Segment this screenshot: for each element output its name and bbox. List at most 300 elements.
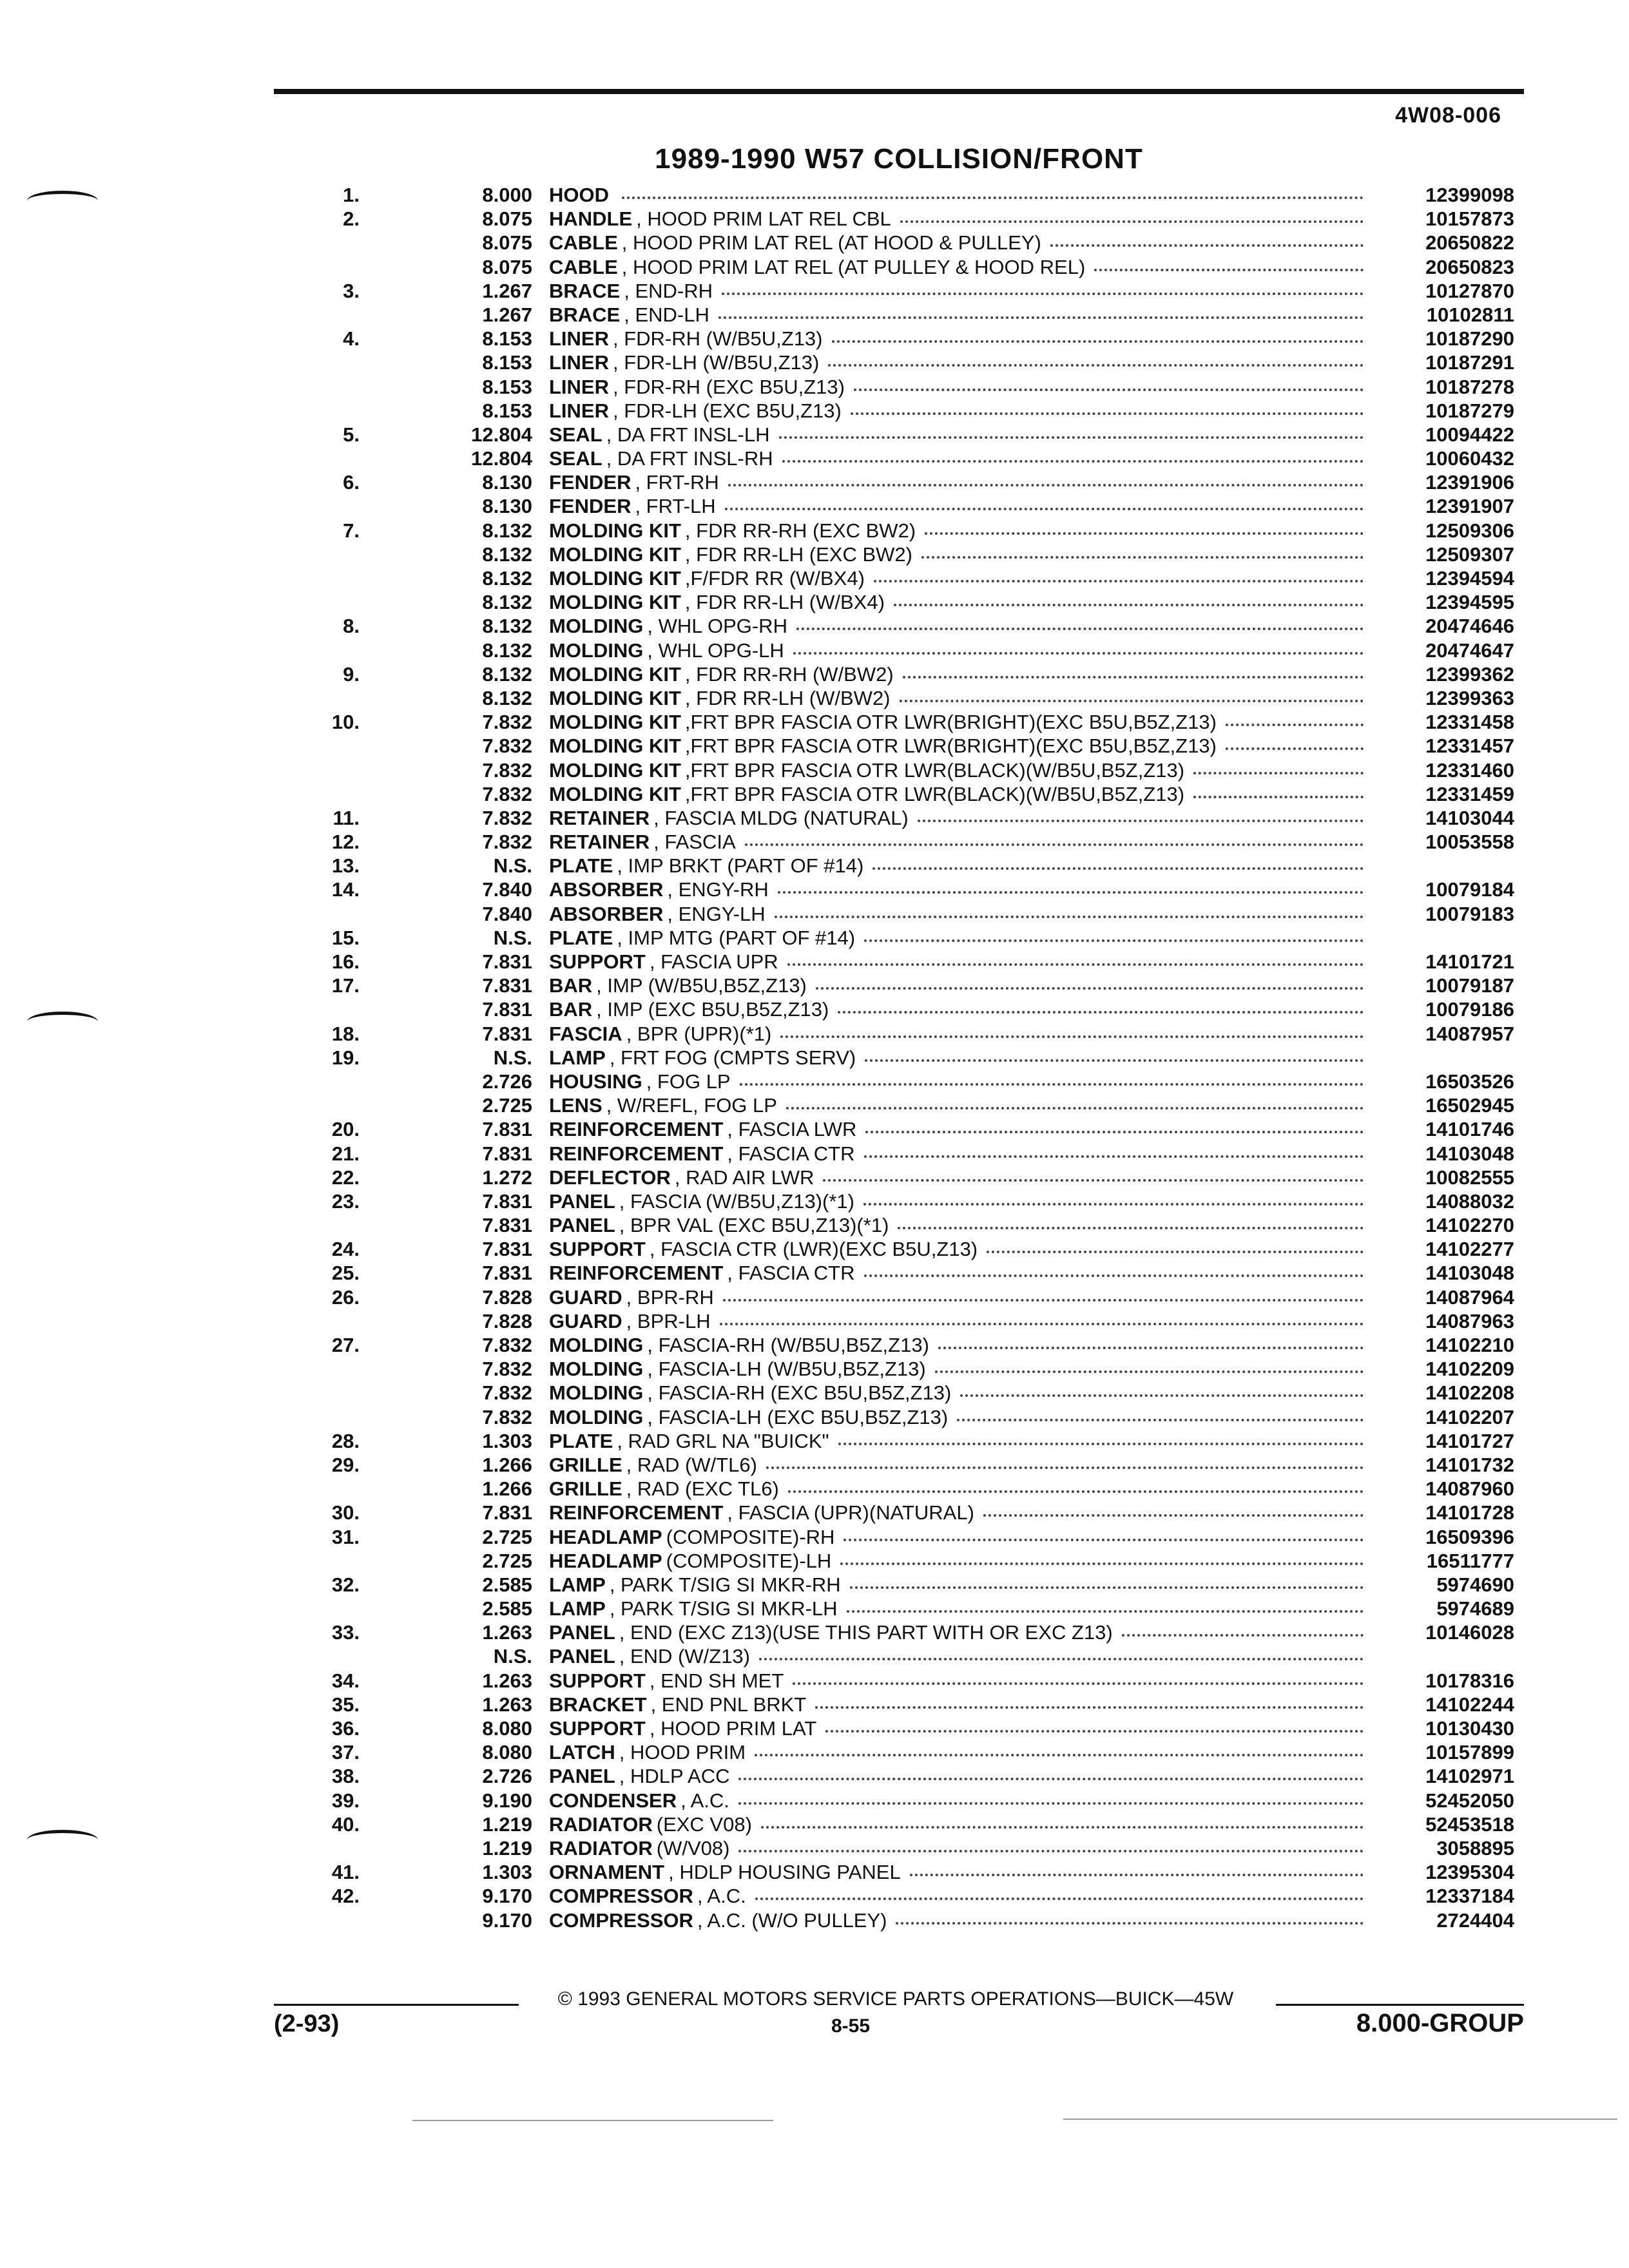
footer-date: (2-93) bbox=[274, 2010, 340, 2037]
part-number: 10102811 bbox=[1426, 303, 1514, 326]
part-name: SUPPORT bbox=[549, 1238, 646, 1261]
part-row bbox=[303, 1501, 1514, 1524]
part-name: MOLDING bbox=[549, 639, 644, 662]
part-number: 12509306 bbox=[1425, 519, 1514, 542]
group-number: 1.263 bbox=[482, 1621, 532, 1644]
part-row bbox=[303, 926, 1514, 950]
part-row bbox=[303, 494, 1514, 518]
part-name: LENS bbox=[549, 1094, 602, 1117]
part-description: , END-RH bbox=[624, 279, 713, 302]
group-number: N.S. bbox=[493, 926, 532, 949]
group-number: 1.263 bbox=[482, 1669, 532, 1692]
dot-leader bbox=[825, 1730, 1364, 1733]
part-number: 14103048 bbox=[1425, 1262, 1514, 1285]
part-name: HEADLAMP bbox=[549, 1525, 662, 1548]
dot-leader bbox=[1193, 796, 1364, 798]
ref-number: 20. bbox=[331, 1118, 360, 1141]
ref-number: 38. bbox=[331, 1765, 360, 1788]
dot-leader bbox=[755, 1754, 1364, 1756]
part-number: 12399098 bbox=[1425, 184, 1514, 206]
part-description: (EXC V08) bbox=[656, 1812, 752, 1836]
part-description: , FRT-RH bbox=[635, 471, 719, 494]
part-name: DEFLECTOR bbox=[549, 1166, 671, 1189]
part-number: 14101728 bbox=[1425, 1501, 1514, 1524]
part-description: , FASCIA-RH (EXC B5U,B5Z,Z13) bbox=[647, 1381, 952, 1405]
part-name: LINER bbox=[549, 351, 609, 374]
dot-leader bbox=[775, 916, 1364, 918]
part-description: , WHL OPG-LH bbox=[647, 639, 784, 662]
part-name: REINFORCEMENT bbox=[549, 1501, 724, 1524]
dot-leader bbox=[782, 460, 1364, 463]
group-number: 1.266 bbox=[482, 1477, 532, 1501]
dot-leader bbox=[872, 867, 1364, 870]
top-rule bbox=[274, 89, 1524, 94]
part-row bbox=[303, 1381, 1514, 1405]
part-description: , FDR-LH (W/B5U,Z13) bbox=[613, 351, 820, 374]
ref-number: 24. bbox=[331, 1238, 360, 1261]
part-row bbox=[303, 614, 1514, 638]
group-number: 7.831 bbox=[482, 1238, 532, 1261]
part-name: LINER bbox=[549, 327, 609, 351]
part-row bbox=[303, 1429, 1514, 1453]
part-name: BAR bbox=[549, 974, 593, 997]
part-number: 3058895 bbox=[1436, 1836, 1514, 1860]
part-name: GRILLE bbox=[549, 1453, 622, 1476]
ref-number: 6. bbox=[343, 471, 360, 494]
part-name: BRACE bbox=[549, 303, 621, 326]
group-number: 8.132 bbox=[482, 591, 532, 614]
part-description: , W/REFL, FOG LP bbox=[606, 1094, 777, 1117]
group-number: 8.132 bbox=[482, 639, 532, 662]
dot-leader bbox=[1050, 244, 1364, 247]
part-row bbox=[303, 303, 1514, 327]
dot-leader bbox=[925, 532, 1364, 535]
dot-leader bbox=[728, 484, 1364, 486]
dot-leader bbox=[1226, 747, 1364, 750]
part-number: 12331457 bbox=[1425, 735, 1514, 758]
dot-leader bbox=[816, 987, 1364, 990]
ref-number: 32. bbox=[331, 1573, 360, 1596]
part-name: BRACKET bbox=[549, 1693, 647, 1716]
part-description: , FDR-RH (W/B5U,Z13) bbox=[613, 327, 823, 351]
ref-number: 41. bbox=[331, 1861, 360, 1884]
part-number: 14102270 bbox=[1425, 1214, 1514, 1237]
dot-leader bbox=[828, 364, 1364, 367]
footer-rule-left bbox=[274, 2004, 519, 2006]
group-number: 7.832 bbox=[482, 1334, 532, 1356]
part-name: PANEL bbox=[549, 1765, 615, 1788]
part-name: MOLDING KIT bbox=[549, 591, 681, 614]
dot-leader bbox=[823, 1179, 1364, 1182]
part-number: 14102277 bbox=[1425, 1238, 1514, 1261]
part-number: 10178316 bbox=[1425, 1669, 1514, 1692]
dot-leader bbox=[787, 963, 1364, 966]
part-name: SUPPORT bbox=[549, 1669, 646, 1692]
part-number: 10187278 bbox=[1425, 375, 1514, 398]
part-number: 16509396 bbox=[1425, 1525, 1514, 1548]
part-name: CABLE bbox=[549, 231, 618, 255]
dot-leader bbox=[793, 1682, 1364, 1685]
part-name: PLATE bbox=[549, 926, 613, 949]
part-row bbox=[303, 1740, 1514, 1764]
part-description: , BPR (UPR)(*1) bbox=[626, 1022, 772, 1045]
part-name: PLATE bbox=[549, 1429, 613, 1452]
group-number: 2.725 bbox=[482, 1549, 532, 1572]
part-name: MOLDING bbox=[549, 1358, 644, 1381]
ref-number: 37. bbox=[331, 1741, 360, 1764]
group-number: 7.831 bbox=[482, 1214, 532, 1237]
part-number: 12395304 bbox=[1425, 1861, 1514, 1884]
part-description: , ENGY-RH bbox=[667, 878, 769, 901]
group-number: 2.585 bbox=[482, 1597, 532, 1620]
dot-leader bbox=[921, 556, 1364, 559]
part-description: , FRT-LH bbox=[635, 495, 716, 518]
dot-leader bbox=[755, 1898, 1364, 1900]
dot-leader bbox=[622, 197, 1364, 199]
group-number: 7.832 bbox=[482, 1358, 532, 1381]
dot-leader bbox=[938, 1347, 1364, 1349]
group-number: 7.832 bbox=[482, 711, 532, 734]
footer-rule-right bbox=[1276, 2004, 1524, 2006]
ref-number: 34. bbox=[331, 1669, 360, 1692]
group-number: 2.726 bbox=[482, 1070, 532, 1093]
part-description: , DA FRT INSL-LH bbox=[606, 423, 770, 446]
part-description: , FASCIA-LH (W/B5U,B5Z,Z13) bbox=[647, 1358, 926, 1381]
part-number: 10157899 bbox=[1425, 1741, 1514, 1764]
group-number: 7.831 bbox=[482, 1142, 532, 1165]
part-name: MOLDING KIT bbox=[549, 686, 681, 709]
part-description: , FASCIA CTR bbox=[727, 1142, 855, 1165]
part-description: , FDR-RH (EXC B5U,Z13) bbox=[613, 375, 845, 398]
part-description: , FASCIA CTR bbox=[727, 1262, 855, 1285]
part-description: , FASCIA-LH (EXC B5U,B5Z,Z13) bbox=[647, 1405, 949, 1428]
group-number: 8.153 bbox=[482, 399, 532, 422]
part-row bbox=[303, 423, 1514, 447]
group-number: 8.130 bbox=[482, 495, 532, 518]
scan-artifact-line bbox=[412, 2120, 773, 2121]
part-row bbox=[303, 279, 1514, 303]
group-number: 8.075 bbox=[482, 207, 532, 231]
part-description: , FDR RR-RH (EXC BW2) bbox=[684, 519, 916, 542]
part-description: , IMP (W/B5U,B5Z,Z13) bbox=[596, 974, 807, 997]
part-number: 10127870 bbox=[1425, 279, 1514, 302]
ref-number: 16. bbox=[331, 950, 360, 973]
part-description: , WHL OPG-RH bbox=[647, 615, 787, 638]
group-number: 7.831 bbox=[482, 1262, 532, 1285]
part-row bbox=[303, 1860, 1514, 1884]
part-description: , FDR-LH (EXC B5U,Z13) bbox=[613, 399, 842, 422]
dot-leader bbox=[796, 628, 1364, 630]
group-number: 8.153 bbox=[482, 351, 532, 374]
group-number: 7.831 bbox=[482, 1022, 532, 1045]
part-name: SUPPORT bbox=[549, 950, 646, 973]
part-row bbox=[303, 231, 1514, 255]
dot-leader bbox=[864, 1155, 1364, 1158]
ref-number: 4. bbox=[343, 327, 360, 351]
part-name: MOLDING KIT bbox=[549, 567, 681, 590]
part-name: RADIATOR bbox=[549, 1812, 653, 1836]
part-row bbox=[303, 590, 1514, 614]
part-row bbox=[303, 639, 1514, 662]
part-description: (COMPOSITE)-RH bbox=[666, 1525, 835, 1548]
part-name: ORNAMENT bbox=[549, 1861, 665, 1884]
part-name: LAMP bbox=[549, 1573, 606, 1596]
dot-leader bbox=[838, 1443, 1364, 1445]
dot-leader bbox=[718, 316, 1364, 319]
group-number: 8.132 bbox=[482, 567, 532, 590]
part-number: 14087960 bbox=[1425, 1477, 1514, 1501]
part-description: , FASCIA bbox=[653, 831, 736, 854]
part-description: , FASCIA MLDG (NATURAL) bbox=[653, 806, 909, 829]
part-description: , FASCIA UPR bbox=[649, 950, 778, 973]
dot-leader bbox=[987, 1251, 1364, 1253]
part-name: CABLE bbox=[549, 255, 618, 278]
ref-number: 28. bbox=[331, 1429, 360, 1452]
dot-leader bbox=[898, 1227, 1364, 1229]
part-description: , IMP BRKT (PART OF #14) bbox=[617, 854, 864, 878]
part-row bbox=[303, 1117, 1514, 1141]
group-number: 8.075 bbox=[482, 255, 532, 278]
ref-number: 7. bbox=[343, 519, 360, 542]
part-number: 10187279 bbox=[1425, 399, 1514, 422]
group-number: 8.075 bbox=[482, 231, 532, 255]
part-name: MOLDING KIT bbox=[549, 735, 681, 758]
part-row bbox=[303, 950, 1514, 974]
part-number: 20474646 bbox=[1425, 615, 1514, 638]
part-number: 52452050 bbox=[1425, 1789, 1514, 1812]
part-description: , FOG LP bbox=[646, 1070, 731, 1093]
part-row bbox=[303, 207, 1514, 231]
part-description: , A.C. (W/O PULLEY) bbox=[697, 1908, 887, 1932]
part-row bbox=[303, 1405, 1514, 1429]
part-description: , A.C. bbox=[680, 1789, 729, 1812]
dot-leader bbox=[854, 389, 1364, 391]
part-description: , BPR-RH bbox=[626, 1285, 714, 1309]
group-number: 8.132 bbox=[482, 519, 532, 542]
ref-number: 21. bbox=[331, 1142, 360, 1165]
part-name: SEAL bbox=[549, 423, 602, 446]
part-number: 12394595 bbox=[1425, 591, 1514, 614]
part-row bbox=[303, 1189, 1514, 1213]
part-number: 5974690 bbox=[1436, 1573, 1514, 1596]
part-name: COMPRESSOR bbox=[549, 1908, 693, 1932]
part-row bbox=[303, 327, 1514, 351]
part-name: MOLDING KIT bbox=[549, 519, 681, 542]
part-number: 14101746 bbox=[1425, 1118, 1514, 1141]
part-row bbox=[303, 255, 1514, 279]
group-number: 7.831 bbox=[482, 974, 532, 997]
page-title: 1989-1990 W57 COLLISION/FRONT bbox=[655, 143, 1143, 175]
group-number: 8.153 bbox=[482, 375, 532, 398]
part-description: , HOOD PRIM LAT bbox=[649, 1717, 817, 1740]
part-name: PLATE bbox=[549, 854, 613, 878]
part-number: 12399362 bbox=[1425, 662, 1514, 686]
part-description: , BPR-LH bbox=[626, 1309, 711, 1332]
group-number: 9.170 bbox=[482, 1885, 532, 1908]
part-description: ,FRT BPR FASCIA OTR LWR(BLACK)(W/B5U,B5Z,Z13) bbox=[684, 758, 1185, 782]
part-name: BAR bbox=[549, 998, 593, 1021]
part-description: , FDR RR-LH (EXC BW2) bbox=[684, 543, 912, 566]
part-description: , PARK T/SIG SI MKR-RH bbox=[609, 1573, 841, 1596]
part-number: 5974689 bbox=[1436, 1597, 1514, 1620]
ref-number: 36. bbox=[331, 1717, 360, 1740]
ref-number: 29. bbox=[331, 1453, 360, 1476]
page-number: 8-55 bbox=[831, 2015, 871, 2037]
dot-leader bbox=[1094, 269, 1364, 271]
part-row bbox=[303, 1285, 1514, 1309]
part-name: SUPPORT bbox=[549, 1717, 646, 1740]
part-row bbox=[303, 1812, 1514, 1836]
dot-leader bbox=[766, 1466, 1364, 1469]
group-number: 7.832 bbox=[482, 1405, 532, 1428]
part-description: (W/V08) bbox=[656, 1836, 730, 1860]
part-number: 16511777 bbox=[1426, 1549, 1514, 1572]
ref-number: 15. bbox=[331, 926, 360, 949]
part-description: , END-LH bbox=[624, 303, 709, 326]
part-name: BRACE bbox=[549, 279, 621, 302]
part-description: ,FRT BPR FASCIA OTR LWR(BRIGHT)(EXC B5U,B5Z,Z13) bbox=[684, 735, 1217, 758]
group-number: 7.831 bbox=[482, 1189, 532, 1213]
part-description: , HOOD PRIM LAT REL (AT PULLEY & HOOD REL) bbox=[621, 255, 1086, 278]
part-number: 14103048 bbox=[1425, 1142, 1514, 1165]
part-description: , FASCIA (UPR)(NATURAL) bbox=[727, 1501, 974, 1524]
part-name: MOLDING KIT bbox=[549, 662, 681, 686]
part-number: 14101727 bbox=[1425, 1429, 1514, 1452]
part-row bbox=[303, 1093, 1514, 1117]
part-description: , A.C. bbox=[697, 1885, 746, 1908]
dot-leader bbox=[723, 1299, 1364, 1302]
parts-list bbox=[303, 183, 1514, 1932]
part-description: , FASCIA (W/B5U,Z13)(*1) bbox=[619, 1189, 854, 1213]
part-row bbox=[303, 686, 1514, 710]
group-number: N.S. bbox=[493, 854, 532, 878]
part-name: PANEL bbox=[549, 1645, 615, 1668]
part-number: 12331460 bbox=[1425, 758, 1514, 782]
part-number: 10079183 bbox=[1425, 902, 1514, 925]
part-number: 14102209 bbox=[1425, 1358, 1514, 1381]
part-name: FASCIA bbox=[549, 1022, 622, 1045]
group-number: 1.219 bbox=[482, 1836, 532, 1860]
part-description: , RAD GRL NA "BUICK" bbox=[617, 1429, 829, 1452]
group-number: 8.000 bbox=[482, 184, 532, 206]
part-description: (COMPOSITE)-LH bbox=[666, 1549, 832, 1572]
part-number: 12391906 bbox=[1425, 471, 1514, 494]
part-description: , PARK T/SIG SI MKR-LH bbox=[609, 1597, 838, 1620]
part-description: , HDLP HOUSING PANEL bbox=[668, 1861, 901, 1884]
group-number: 2.585 bbox=[482, 1573, 532, 1596]
part-number: 20650822 bbox=[1425, 231, 1514, 255]
group-number: 8.132 bbox=[482, 543, 532, 566]
part-name: HOOD bbox=[549, 184, 609, 206]
part-name: PANEL bbox=[549, 1214, 615, 1237]
ref-number: 42. bbox=[331, 1885, 360, 1908]
dot-leader bbox=[865, 1131, 1364, 1133]
part-description: , FASCIA LWR bbox=[727, 1118, 857, 1141]
dot-leader bbox=[903, 676, 1364, 678]
part-row bbox=[303, 543, 1514, 566]
dot-leader bbox=[896, 1922, 1364, 1925]
part-number: 10146028 bbox=[1425, 1621, 1514, 1644]
part-number: 14087957 bbox=[1425, 1022, 1514, 1045]
part-row bbox=[303, 1597, 1514, 1620]
dot-leader bbox=[900, 220, 1364, 223]
part-name: FENDER bbox=[549, 495, 631, 518]
ref-number: 31. bbox=[331, 1525, 360, 1548]
group-number: 8.080 bbox=[482, 1717, 532, 1740]
dot-leader bbox=[720, 1323, 1364, 1325]
ref-number: 18. bbox=[331, 1022, 360, 1045]
ref-number: 33. bbox=[331, 1621, 360, 1644]
group-number: 7.832 bbox=[482, 1381, 532, 1405]
part-row bbox=[303, 1908, 1514, 1932]
group-number: 7.831 bbox=[482, 1501, 532, 1524]
part-row bbox=[303, 470, 1514, 494]
dot-leader bbox=[935, 1370, 1364, 1373]
part-row bbox=[303, 1549, 1514, 1573]
group-number: 8.080 bbox=[482, 1741, 532, 1764]
part-number: 10187290 bbox=[1425, 327, 1514, 351]
part-description: , DA FRT INSL-RH bbox=[606, 447, 773, 470]
dot-leader bbox=[786, 1107, 1364, 1110]
part-row bbox=[303, 758, 1514, 782]
part-row bbox=[303, 1693, 1514, 1716]
part-number: 10130430 bbox=[1425, 1717, 1514, 1740]
dot-leader bbox=[910, 1874, 1364, 1876]
part-description: ,FRT BPR FASCIA OTR LWR(BLACK)(W/B5U,B5Z,Z13) bbox=[684, 782, 1185, 805]
part-name: REINFORCEMENT bbox=[549, 1142, 724, 1165]
part-number: 12394594 bbox=[1425, 567, 1514, 590]
group-number: 2.726 bbox=[482, 1765, 532, 1788]
dot-leader bbox=[850, 1586, 1364, 1589]
part-number: 16503526 bbox=[1425, 1070, 1514, 1093]
part-description: , HOOD PRIM LAT REL (AT HOOD & PULLEY) bbox=[621, 231, 1041, 255]
dot-leader bbox=[793, 652, 1364, 655]
part-name: MOLDING KIT bbox=[549, 543, 681, 566]
group-number: 2.725 bbox=[482, 1094, 532, 1117]
part-description: , FDR RR-LH (W/BW2) bbox=[684, 686, 891, 709]
margin-mark bbox=[27, 1830, 98, 1850]
part-number: 10079186 bbox=[1425, 998, 1514, 1021]
part-row bbox=[303, 830, 1514, 854]
part-name: REINFORCEMENT bbox=[549, 1118, 724, 1141]
part-row bbox=[303, 1620, 1514, 1644]
part-row bbox=[303, 447, 1514, 470]
group-number: 8.130 bbox=[482, 471, 532, 494]
part-number: 20650823 bbox=[1425, 255, 1514, 278]
part-number: 10053558 bbox=[1425, 831, 1514, 854]
part-row bbox=[303, 878, 1514, 901]
dot-leader bbox=[788, 1490, 1364, 1493]
part-row bbox=[303, 1070, 1514, 1093]
part-name: HOUSING bbox=[549, 1070, 642, 1093]
dot-leader bbox=[840, 1562, 1364, 1565]
part-row bbox=[303, 662, 1514, 686]
footer-group: 8.000-GROUP bbox=[1356, 2009, 1524, 2037]
ref-number: 27. bbox=[331, 1334, 360, 1356]
ref-number: 10. bbox=[331, 711, 360, 734]
dot-leader bbox=[847, 1610, 1364, 1613]
part-description: , END (W/Z13) bbox=[619, 1645, 750, 1668]
part-name: MOLDING KIT bbox=[549, 758, 681, 782]
part-number: 10094422 bbox=[1425, 423, 1514, 446]
part-name: MOLDING bbox=[549, 615, 644, 638]
part-number: 14087963 bbox=[1425, 1309, 1514, 1332]
part-row bbox=[303, 1046, 1514, 1070]
group-number: 7.832 bbox=[482, 806, 532, 829]
group-number: 1.272 bbox=[482, 1166, 532, 1189]
part-row bbox=[303, 1477, 1514, 1501]
ref-number: 13. bbox=[331, 854, 360, 878]
